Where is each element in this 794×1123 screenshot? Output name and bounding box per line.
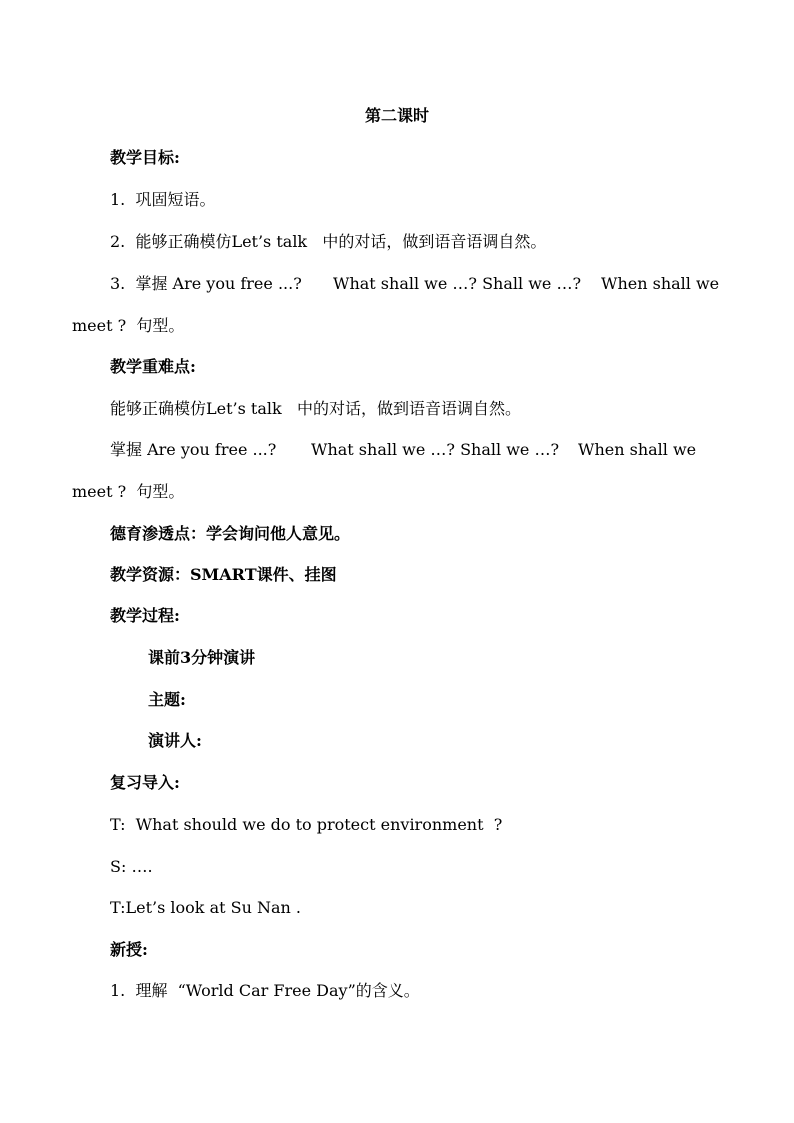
pre-class-speaker-label: 演讲人: [148, 731, 202, 750]
pre-class-title: 课前3分钟演讲 [148, 648, 256, 667]
objective-3-part2: What shall we …? Shall we …? [333, 274, 582, 293]
key-points-heading: 教学重难点: [110, 357, 196, 376]
review-heading: 复习导入: [110, 773, 180, 792]
dialogue-line-2: S: …. [110, 857, 153, 876]
objective-3-continuation: meet ? 句型。 [72, 316, 185, 335]
dialogue-line-1: T: What should we do to protect environment ? [110, 815, 503, 834]
teaching-resources: 教学资源：SMART课件、挂图 [110, 565, 337, 584]
objective-3 [110, 274, 794, 294]
new-teaching-item-1: 1. 理解 “World Car Free Day”的含义。 [110, 981, 420, 1000]
key-point-1: 能够正确模仿Let’s talk 中的对话，做到语音语调自然。 [110, 399, 521, 418]
key-point-2-part1: 掌握 Are you free ...? [110, 440, 277, 459]
moral-education: 德育渗透点：学会询问他人意见。 [110, 524, 351, 543]
key-point-2-part2: What shall we …? Shall we …? [311, 440, 560, 459]
new-teaching-heading: 新授: [110, 940, 148, 959]
objective-3-part1: 3. 掌握 Are you free ...? [110, 274, 302, 293]
key-point-2-continuation: meet ? 句型。 [72, 482, 185, 501]
key-point-2 [110, 440, 794, 460]
dialogue-line-3: T:Let’s look at Su Nan . [110, 898, 301, 917]
process-heading: 教学过程: [110, 606, 180, 625]
objective-2: 2. 能够正确模仿Let’s talk 中的对话，做到语音语调自然。 [110, 232, 547, 251]
objectives-heading: 教学目标: [110, 148, 180, 167]
objective-3-part3: When shall we [601, 274, 720, 293]
lesson-title: 第二课时 [364, 106, 429, 125]
pre-class-topic-label: 主题: [148, 690, 186, 709]
objective-1: 1. 巩固短语。 [110, 190, 216, 209]
key-point-2-part3: When shall we [578, 440, 697, 459]
